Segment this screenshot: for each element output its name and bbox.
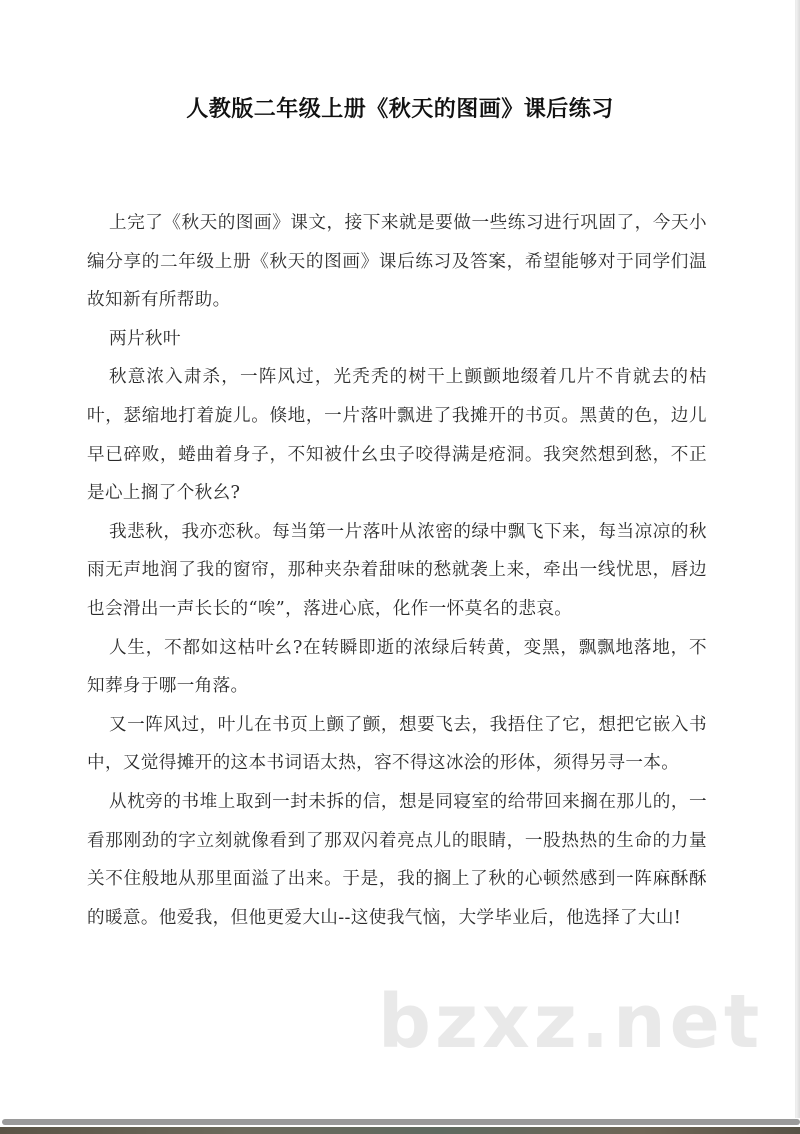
essay-paragraph: 又一阵风过，叶儿在书页上颤了颤，想要飞去，我捂住了它，想把它嵌入书中，又觉得摊开的这本书词语太热，容不得这冰浍的形体，须得另寻一本。 <box>87 714 707 774</box>
page-right-edge <box>795 0 800 1118</box>
essay-paragraph: 我悲秋，我亦恋秋。每当第一片落叶从浓密的绿中飘飞下来，每当凉凉的秋雨无声地润了我的窗帘，那种夹杂着甜味的愁就袭上来，牵出一线忧思，唇边也会滑出一声长长的“唉”，落进心底，化作一怀莫名的悲哀。 <box>87 521 707 619</box>
essay-paragraph: 秋意浓入肃杀，一阵风过，光秃秃的树干上颤颤地缀着几片不肯就去的枯叶，瑟缩地打着旋儿。倏地，一片落叶飘进了我摊开的书页。黑黄的色，边儿早已碎败，蜷曲着身子，不知被什幺虫子咬得满是疮洞。我突然想到愁，不正是心上搁了个秋幺? <box>87 367 707 504</box>
watermark: bzxz.net <box>378 979 764 1065</box>
document-title: 人教版二年级上册《秋天的图画》课后练习 <box>186 97 614 122</box>
background-strip <box>0 1127 800 1134</box>
essay-paragraph: 人生，不都如这枯叶幺?在转瞬即逝的浓绿后转黄，变黑，飘飘地落地，不知葬身于哪一角落。 <box>87 637 707 697</box>
essay-paragraph: 从枕旁的书堆上取到一封未拆的信，想是同寝室的给带回来搁在那儿的，一看那刚劲的字立刻就像看到了那双闪着亮点儿的眼睛，一股热热的生命的力量关不住般地从那里面溢了出来。于是，我的搁上了秋的心顿然感到一阵麻酥酥的暖意。他爱我，但他更爱大山--这使我气恼，大学毕业后，他选择了大山! <box>87 791 707 928</box>
document-body <box>87 204 707 937</box>
intro-paragraph: 上完了《秋天的图画》课文，接下来就是要做一些练习进行巩固了，今天小编分享的二年级上册《秋天的图画》课后练习及答案，希望能够对于同学们温故知新有所帮助。 <box>87 213 707 311</box>
horizontal-scrollbar[interactable] <box>0 1118 800 1126</box>
horizontal-scrollbar-thumb[interactable] <box>2 1119 800 1125</box>
essay-subheading: 两片秋叶 <box>109 328 181 349</box>
